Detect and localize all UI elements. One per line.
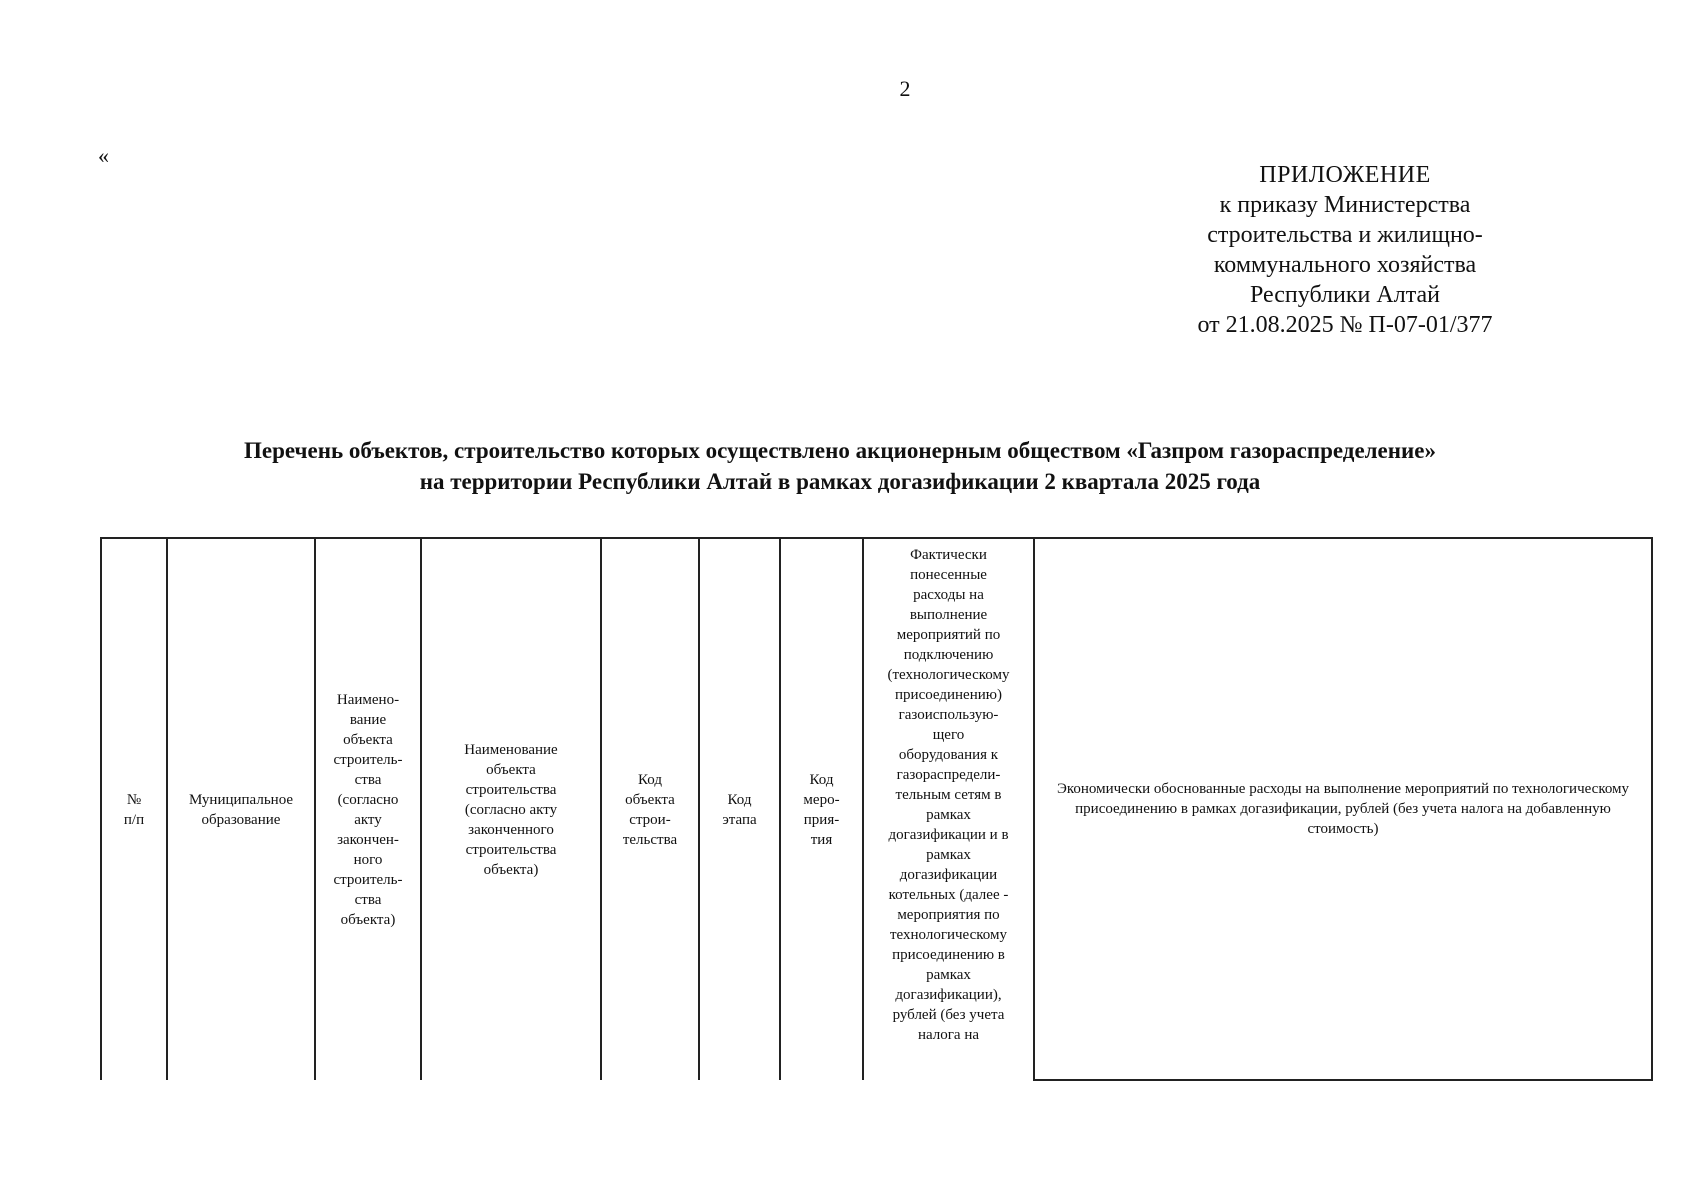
page-number: 2: [899, 76, 911, 101]
column-header-actual-expenses: Фактически понесенные расходы на выполнение мероприятий по подключению (технологическому присоединению) газоиспользую- щего оборудования к газораспредели- тельным сетям в рамках догазификации и в рамках догазификации котельных (далее - мероприятия по технологическому присоединению в рамках догазификации), рублей (без учета налога на: [863, 538, 1034, 1080]
column-header-municipality: Муниципальное образование: [167, 538, 315, 1080]
title-line-2: на территории Республики Алтай в рамках догазификации 2 квартала 2025 года: [419, 469, 1261, 494]
column-header-object-name: Наименование объекта строительства (согласно акту законченного строительства объекта): [421, 538, 601, 1080]
table-header-row: [101, 538, 1652, 1080]
appendix-line: к приказу Министерства: [1219, 192, 1471, 218]
opening-quote-mark: «: [98, 143, 109, 168]
title-line-1: Перечень объектов, строительство которых осуществлено акционерным обществом «Газпром газораспределение»: [244, 438, 1436, 463]
appendix-order-reference: от 21.08.2025 № П-07-01/377: [1197, 312, 1493, 338]
column-header-object-code: Код объекта строи- тельства: [601, 538, 699, 1080]
appendix-block: [1195, 160, 1495, 340]
appendix-heading: ПРИЛОЖЕНИЕ: [1259, 162, 1431, 188]
column-header-object-name-short: Наимено- вание объекта строитель- ства (согласно акту закончен- ного строитель- ства объекта): [315, 538, 421, 1080]
appendix-line: строительства и жилищно-: [1207, 222, 1483, 248]
column-header-activity-code: Код меро- прия- тия: [780, 538, 863, 1080]
column-header-stage-code: Код этапа: [699, 538, 780, 1080]
column-header-economic-expenses: Экономически обоснованные расходы на выполнение мероприятий по технологическому присоединению в рамках догазификации, рублей (без учета налога на добавленную стоимость): [1034, 538, 1652, 1080]
document-title: [140, 435, 1540, 497]
column-header-number: № п/п: [101, 538, 167, 1080]
appendix-line: Республики Алтай: [1250, 282, 1440, 308]
appendix-line: коммунального хозяйства: [1213, 252, 1477, 278]
objects-table: [100, 537, 1653, 1081]
